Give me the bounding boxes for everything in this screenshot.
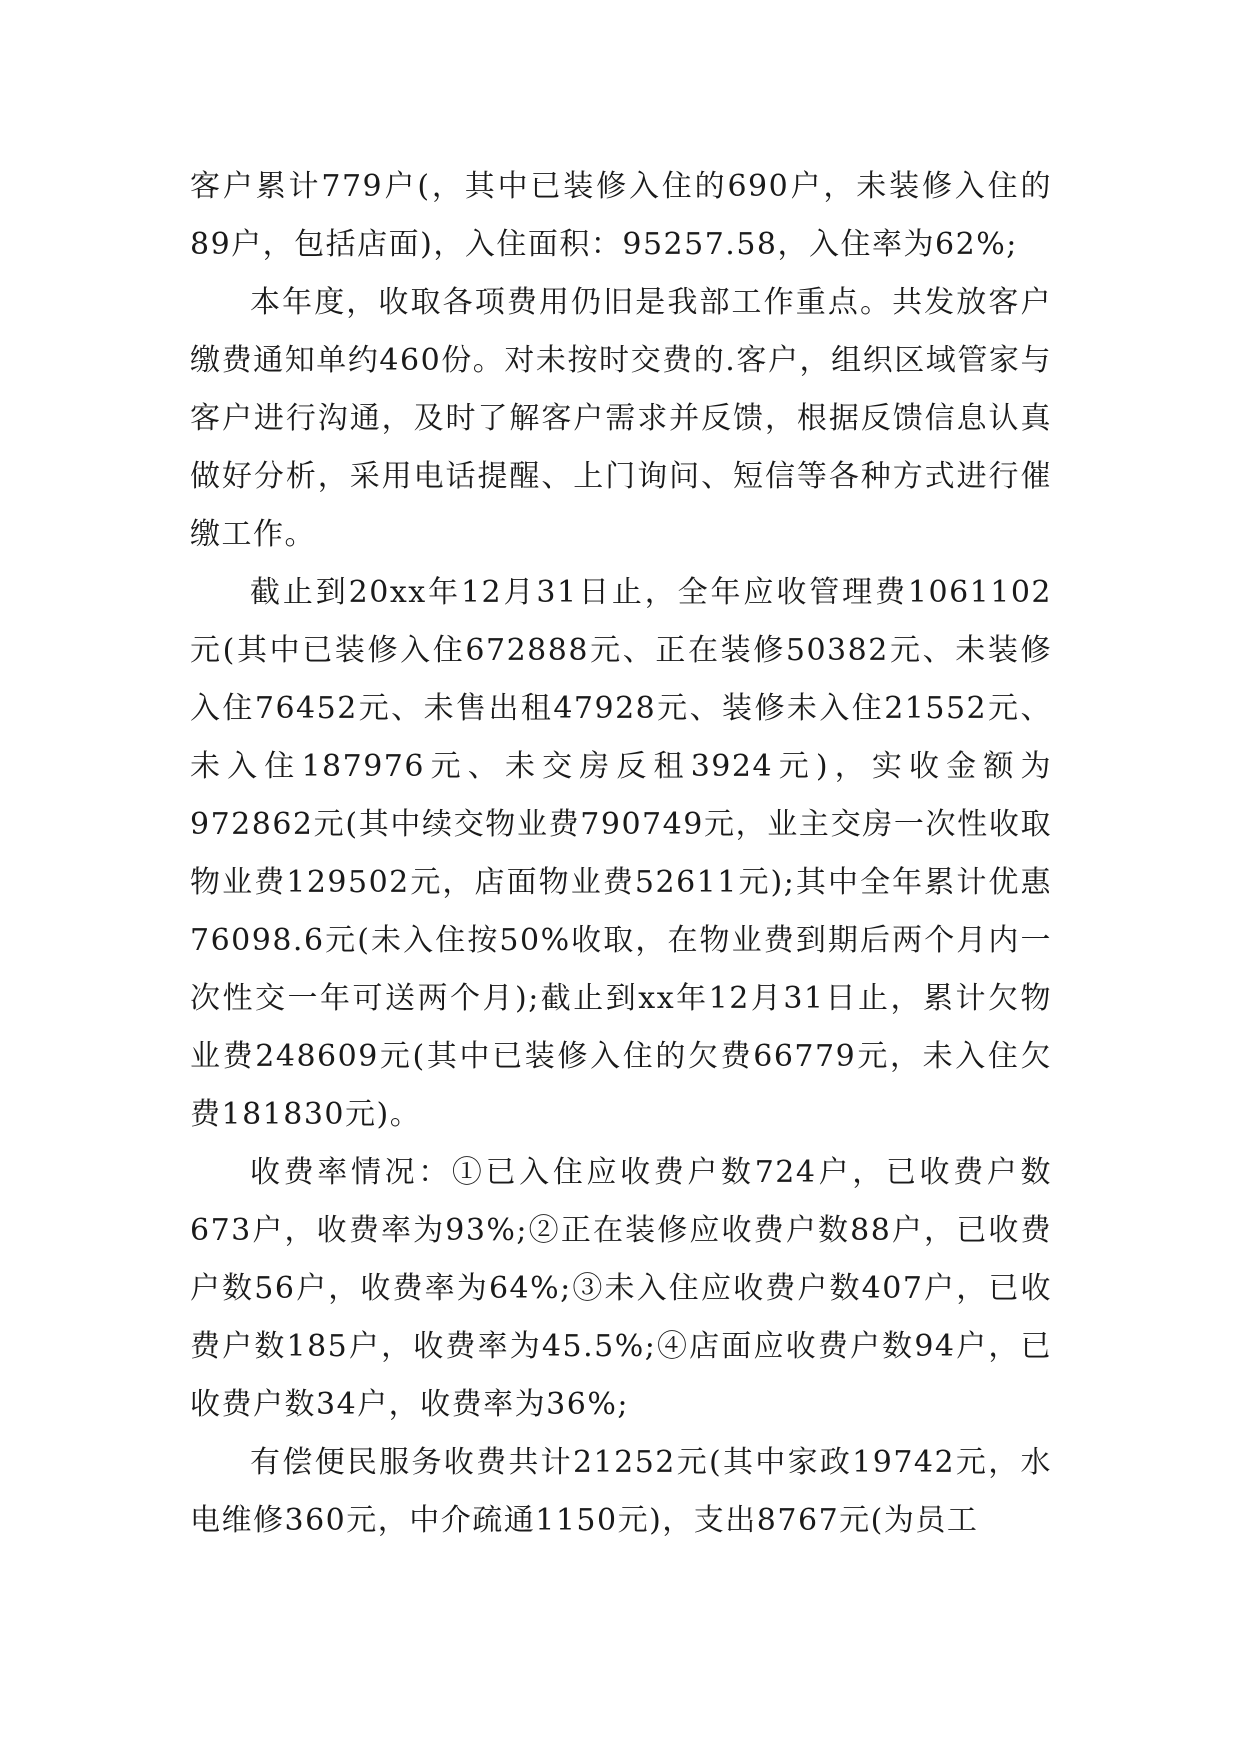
paragraph-management-fee-totals: 截止到20xx年12月31日止，全年应收管理费1061102元(其中已装修入住672888元、正在装修50382元、未装修入住76452元、未售出租47928元、装修未入住21552元、未入住187976元、未交房反租3924元)，实收金额为972862元(其中续交物业费790749元，业主交房一次性收取物业费129502元，店面物业费52611元);其中全年累计优惠76098.6元(未入住按50%收取，在物业费到期后两个月内一次性交一年可送两个月);截止到xx年12月31日止，累计欠物业费248609元(其中已装修入住的欠费66779元，未入住欠费181830元)。: [190, 575, 1052, 1132]
paragraph-occupancy-summary: 客户累计779户(，其中已装修入住的690户，未装修入住的89户，包括店面)，入住面积：95257.58，入住率为62%;: [190, 169, 1052, 262]
paragraph-collection-rates: 收费率情况：①已入住应收费户数724户，已收费户数673户，收费率为93%;②正在装修应收费户数88户，已收费户数56户，收费率为64%;③未入住应收费户数407户，已收费户数185户，收费率为45.5%;④店面应收费户数94户，已收费户数34户，收费率为36%;: [190, 1155, 1052, 1422]
paragraph-fee-collection-focus: 本年度，收取各项费用仍旧是我部工作重点。共发放客户缴费通知单约460份。对未按时交费的.客户，组织区域管家与客户进行沟通，及时了解客户需求并反馈，根据反馈信息认真做好分析，采用电话提醒、上门询问、短信等各种方式进行催缴工作。: [190, 285, 1052, 552]
document-body: [190, 158, 1052, 1550]
paragraph-paid-services: 有偿便民服务收费共计21252元(其中家政19742元，水电维修360元，中介疏通1150元)，支出8767元(为员工: [190, 1445, 1052, 1538]
